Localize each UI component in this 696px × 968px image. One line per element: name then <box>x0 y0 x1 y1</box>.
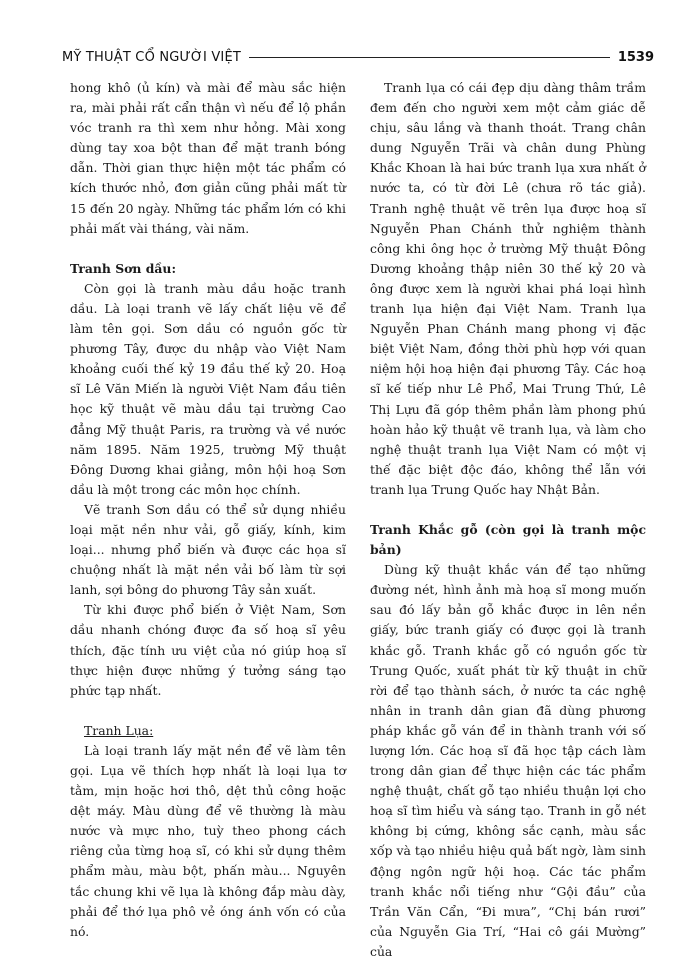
paragraph-tranh-lua-continued: Tranh lụa có cái đẹp dịu dàng thâm trầm đem đến cho người xem một cảm giác dễ chịu, sâu lắng và thanh thoát. Trang chân dung Nguyễn Trãi và chân dung Phùng Khắc Khoan là hai bức tranh lụa xưa nhất ở nước ta, có từ đời Lê (chưa rõ tác giả). Tranh nghệ thuật vẽ trên lụa được hoạ sĩ Nguyễn Phan Chánh thử nghiệm thành công khi ông học ở trường Mỹ thuật Đông Dương khoảng thập niên 30 thế kỷ 20 và ông được xem là người khai phá loại hình tranh lụa hiện đại Việt Nam. Tranh lụa Nguyễn Phan Chánh mang phong vị đặc biệt Việt Nam, đồng thời phù hợp với quan niệm hội hoạ hiện đại phương Tây. Các hoạ sĩ kế tiếp như Lê Phổ, Mai Trung Thứ, Lê Thị Lựu đã góp thêm phần làm phong phú hoàn hảo kỹ thuật vẽ tranh lụa, và làm cho nghệ thuật tranh lụa Việt Nam có một vị thế đặc biệt độc đáo, không thể lẫn với tranh lụa Trung Quốc hay Nhật Bản. <box>370 80 646 497</box>
paragraph-son-dau-surfaces: Vẽ tranh Sơn dầu có thể sử dụng nhiều loại mặt nền như vải, gỗ giấy, kính, kim loại... nhưng phổ biến và được các họa sĩ chuộng nhất là mặt nền vải bố làm từ sợi lanh, sợi bông do phương Tây sản xuất. <box>70 501 346 598</box>
left-column <box>70 78 346 942</box>
paragraph-son-dau-popularity: Từ khi được phổ biến ở Việt Nam, Sơn dầu nhanh chóng được đa số hoạ sĩ yêu thích, đặc tính ưu việt của nó giúp hoạ sĩ thực hiện được những ý tưởng sáng tạo phức tạp nhất. <box>70 602 346 698</box>
page-number: 1539 <box>617 49 654 65</box>
paragraph-tranh-lua: Là loại tranh lấy mặt nền để vẽ làm tên gọi. Lụa vẽ thích hợp nhất là loại lụa tơ tằm, mịn hoặc hơi thô, dệt thủ công hoặc dệt máy. Màu dùng để vẽ thường là màu nước và mực nho, tuỳ theo phong cách riêng của từng hoạ sĩ, có khi sử dụng thêm phẩm màu, màu bột, phấn màu... Nguyên tắc chung khi vẽ lụa là không đắp màu dày, phải để thớ lụa phô vẻ óng ánh vốn có của nó. <box>70 742 346 939</box>
right-column <box>370 78 646 962</box>
paragraph-tranh-khac-go: Dùng kỹ thuật khắc ván để tạo những đường nét, hình ảnh mà hoạ sĩ mong muốn sau đó lấy bản gỗ khắc được in lên nền giấy, bức tranh giấy có được gọi là tranh khắc gỗ. Tranh khắc gỗ có nguồn gốc từ Trung Quốc, xuất phát từ kỹ thuật in chữ rời để tạo thành sách, ở nước ta các nghệ nhân in tranh dân gian đã dùng phương pháp khắc gỗ ván để in thành tranh với số lượng lớn. Các hoạ sĩ đã học tập cách làm trong dân gian để thực hiện các tác phẩm nghệ thuật, chất gỗ tạo nhiều thuận lợi cho hoạ sĩ tìm hiểu và sáng tạo. Tranh in gỗ nét không bị cứng, không sắc cạnh, màu sắc xốp và tạo nhiều hiệu quả bất ngờ, làm sinh động ngôn ngữ hội hoạ. Các tác phẩm tranh khắc nổi tiếng như “Gội đầu” của Trần Văn Cẩn, “Đi mưa”, “Chị bán rươi” của Nguyễn Gia Trí, “Hai cô gái Mường” của <box>370 562 646 959</box>
section-gap <box>70 239 346 259</box>
running-header <box>62 47 654 67</box>
section-gap <box>70 701 346 721</box>
paragraph-lacquer-continued: hong khô (ủ kín) và mài để màu sắc hiện ra, mài phải rất cẩn thận vì nếu để lộ phần vóc tranh ra thì xem như hỏng. Mài xong dùng tay xoa bột than để mặt tranh bóng dẫn. Thời gian thực hiện một tác phẩm có kích thước nhỏ, đơn giản cũng phải mất từ 15 đến 20 ngày. Những tác phẩm lớn có khi phải mất vài tháng, vài năm. <box>70 80 346 236</box>
heading-tranh-son-dau: Tranh Sơn dầu: <box>70 260 177 276</box>
heading-tranh-khac-go: Tranh Khắc gỗ (còn gọi là tranh mộc bản) <box>370 521 646 558</box>
heading-tranh-lua: Tranh Lụa: <box>84 722 154 738</box>
paragraph-son-dau-intro: Còn gọi là tranh màu dầu hoặc tranh dầu. Là loại tranh vẽ lấy chất liệu vẽ để làm tên gọi. Sơn dầu có nguồn gốc từ phương Tây, được du nhập vào Việt Nam khoảng cuối thế kỷ 19 đầu thế kỷ 20. Hoạ sĩ Lê Văn Miến là người Việt Nam đầu tiên học kỹ thuật vẽ màu dầu tại trường Cao đẳng Mỹ thuật Paris, ra trường và về nước năm 1895. Năm 1925, trường Mỹ thuật Đông Dương khai giảng, môn hội hoạ Sơn dầu là một trong các môn học chính. <box>70 280 346 497</box>
running-header-title: MỸ THUẬT CỔ NGƯỜI VIỆT <box>62 49 241 65</box>
header-rule <box>249 57 610 58</box>
section-gap <box>370 500 646 520</box>
